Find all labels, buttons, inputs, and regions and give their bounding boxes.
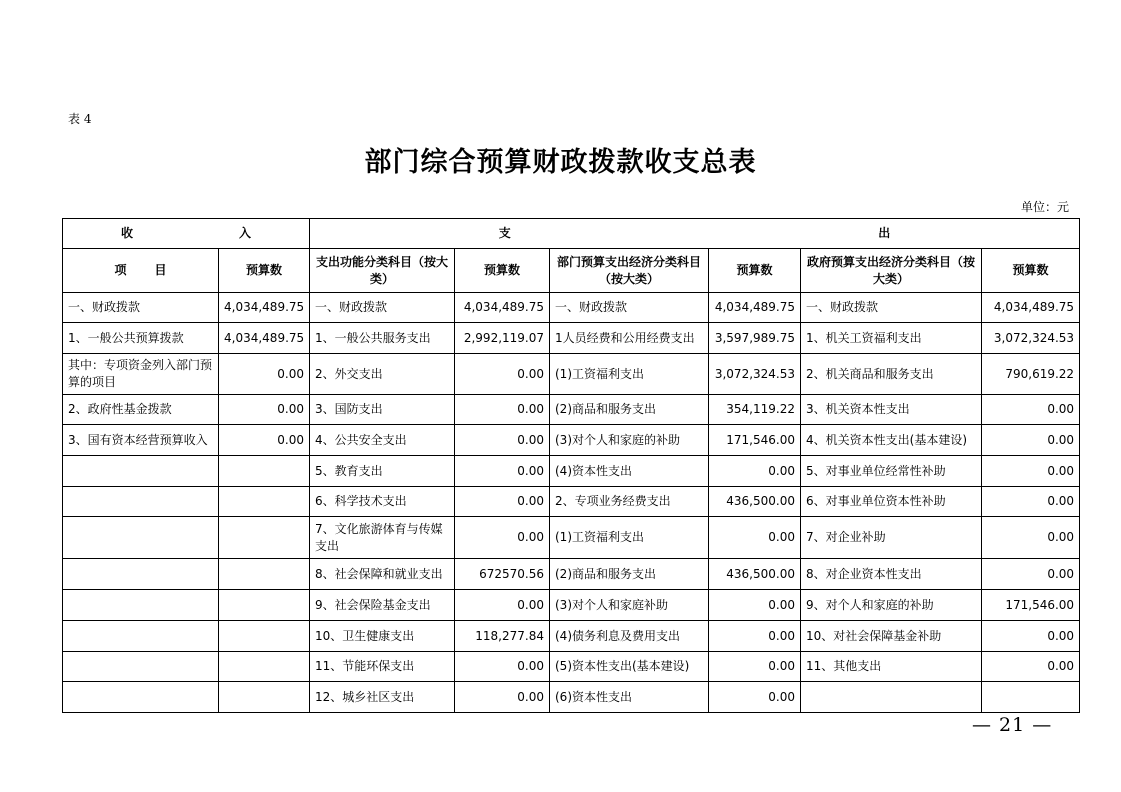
income-item-cell: 一、财政拨款 [63,293,219,323]
income-budget-cell: 4,034,489.75 [219,293,310,323]
gov-budget-cell: 0.00 [982,395,1080,425]
func-item-cell: 11、节能环保支出 [310,652,455,682]
func-item-cell: 10、卫生健康支出 [310,621,455,652]
dept-budget-cell: 3,597,989.75 [709,323,801,354]
dept-item-cell: (6)资本性支出 [550,682,709,713]
dept-item-cell: (1)工资福利支出 [550,354,709,395]
dept-econ-class-header: 部门预算支出经济分类科目（按大类） [550,249,709,293]
func-budget-header: 预算数 [455,249,550,293]
gov-item-cell: 11、其他支出 [801,652,982,682]
income-char-2: 入 [238,226,251,240]
income-budget-cell: 0.00 [219,425,310,456]
income-item-cell [63,456,219,487]
gov-item-cell: 6、对事业单位资本性补助 [801,487,982,517]
income-budget-cell [219,559,310,590]
gov-budget-cell [982,682,1080,713]
func-budget-cell: 0.00 [455,425,550,456]
header-row-section [63,219,1080,249]
income-item-cell [63,652,219,682]
gov-budget-cell: 3,072,324.53 [982,323,1080,354]
table-row [63,395,1080,425]
func-budget-cell: 0.00 [455,652,550,682]
income-item-cell: 1、一般公共预算拨款 [63,323,219,354]
income-item-cell [63,621,219,652]
income-item-cell [63,487,219,517]
income-char-1: 收 [120,226,133,240]
income-section-header [63,219,310,249]
expense-char-2: 出 [878,226,891,240]
table-row [63,590,1080,621]
func-budget-cell: 0.00 [455,354,550,395]
func-item-cell: 9、社会保险基金支出 [310,590,455,621]
dept-budget-cell: 0.00 [709,590,801,621]
gov-item-cell: 9、对个人和家庭的补助 [801,590,982,621]
gov-budget-cell: 0.00 [982,621,1080,652]
dept-item-cell: (1)工资福利支出 [550,517,709,559]
income-budget-cell [219,487,310,517]
header-row-columns [63,249,1080,293]
dept-item-cell: 一、财政拨款 [550,293,709,323]
dept-budget-cell: 0.00 [709,517,801,559]
income-item-cell [63,559,219,590]
func-class-header: 支出功能分类科目（按大类） [310,249,455,293]
item-char-2: 目 [154,263,167,277]
income-item-cell [63,590,219,621]
dept-item-cell: (4)债务利息及费用支出 [550,621,709,652]
income-item-cell [63,517,219,559]
gov-item-cell: 8、对企业资本性支出 [801,559,982,590]
gov-item-cell: 5、对事业单位经常性补助 [801,456,982,487]
income-budget-header: 预算数 [219,249,310,293]
table-row [63,682,1080,713]
table-row [63,517,1080,559]
dept-budget-cell: 171,546.00 [709,425,801,456]
dept-budget-cell: 0.00 [709,621,801,652]
gov-budget-cell: 4,034,489.75 [982,293,1080,323]
dept-budget-cell: 0.00 [709,682,801,713]
func-item-cell: 2、外交支出 [310,354,455,395]
gov-item-cell: 一、财政拨款 [801,293,982,323]
gov-budget-cell: 0.00 [982,487,1080,517]
gov-budget-header: 预算数 [982,249,1080,293]
gov-budget-cell: 0.00 [982,425,1080,456]
page-number: — 21 — [972,714,1053,736]
gov-econ-class-header: 政府预算支出经济分类科目（按大类） [801,249,982,293]
gov-item-cell: 2、机关商品和服务支出 [801,354,982,395]
item-column-header [63,249,219,293]
func-item-cell: 1、一般公共服务支出 [310,323,455,354]
income-budget-cell: 0.00 [219,354,310,395]
dept-budget-cell: 436,500.00 [709,487,801,517]
table-row [63,293,1080,323]
income-budget-cell [219,652,310,682]
func-budget-cell: 672570.56 [455,559,550,590]
table-row [63,621,1080,652]
func-budget-cell: 0.00 [455,517,550,559]
income-item-cell: 2、政府性基金拨款 [63,395,219,425]
income-item-cell: 其中：专项资金列入部门预算的项目 [63,354,219,395]
income-budget-cell: 0.00 [219,395,310,425]
table-row [63,652,1080,682]
income-budget-cell [219,456,310,487]
dept-budget-cell: 4,034,489.75 [709,293,801,323]
dept-budget-cell: 0.00 [709,456,801,487]
func-budget-cell: 118,277.84 [455,621,550,652]
income-item-cell [63,682,219,713]
func-item-cell: 12、城乡社区支出 [310,682,455,713]
gov-item-cell: 3、机关资本性支出 [801,395,982,425]
func-item-cell: 7、文化旅游体育与传媒支出 [310,517,455,559]
income-budget-cell [219,590,310,621]
func-budget-cell: 0.00 [455,682,550,713]
document-title: 部门综合预算财政拨款收支总表 [364,147,757,178]
gov-budget-cell: 0.00 [982,456,1080,487]
dept-budget-cell: 436,500.00 [709,559,801,590]
func-item-cell: 3、国防支出 [310,395,455,425]
table-row [63,559,1080,590]
dept-budget-cell: 354,119.22 [709,395,801,425]
table-row [63,323,1080,354]
gov-item-cell: 1、机关工资福利支出 [801,323,982,354]
income-budget-cell [219,517,310,559]
budget-summary-table [62,218,1080,713]
table-row [63,456,1080,487]
gov-budget-cell: 0.00 [982,517,1080,559]
func-budget-cell: 0.00 [455,456,550,487]
table-row [63,354,1080,395]
dept-item-cell: 2、专项业务经费支出 [550,487,709,517]
gov-budget-cell: 171,546.00 [982,590,1080,621]
unit-label: 单位：元 [1020,200,1069,214]
func-budget-cell: 0.00 [455,590,550,621]
dept-item-cell: (2)商品和服务支出 [550,559,709,590]
gov-budget-cell: 0.00 [982,652,1080,682]
func-budget-cell: 0.00 [455,487,550,517]
expense-char-1: 支 [498,226,511,240]
expense-section-header [310,219,1080,249]
func-budget-cell: 0.00 [455,395,550,425]
func-item-cell: 4、公共安全支出 [310,425,455,456]
table-number-label: 表 4 [68,112,92,126]
item-char-1: 项 [114,263,127,277]
dept-budget-cell: 0.00 [709,652,801,682]
table-row [63,425,1080,456]
gov-budget-cell: 790,619.22 [982,354,1080,395]
income-item-cell: 3、国有资本经营预算收入 [63,425,219,456]
func-budget-cell: 2,992,119.07 [455,323,550,354]
income-budget-cell: 4,034,489.75 [219,323,310,354]
func-budget-cell: 4,034,489.75 [455,293,550,323]
income-budget-cell [219,682,310,713]
dept-item-cell: (5)资本性支出(基本建设) [550,652,709,682]
dept-budget-cell: 3,072,324.53 [709,354,801,395]
gov-item-cell [801,682,982,713]
dept-item-cell: (3)对个人和家庭补助 [550,590,709,621]
gov-item-cell: 7、对企业补助 [801,517,982,559]
func-item-cell: 一、财政拨款 [310,293,455,323]
dept-item-cell: (3)对个人和家庭的补助 [550,425,709,456]
dept-item-cell: (2)商品和服务支出 [550,395,709,425]
func-item-cell: 5、教育支出 [310,456,455,487]
dept-item-cell: 1人员经费和公用经费支出 [550,323,709,354]
gov-item-cell: 10、对社会保障基金补助 [801,621,982,652]
income-budget-cell [219,621,310,652]
dept-budget-header: 预算数 [709,249,801,293]
gov-item-cell: 4、机关资本性支出(基本建设) [801,425,982,456]
gov-budget-cell: 0.00 [982,559,1080,590]
func-item-cell: 8、社会保障和就业支出 [310,559,455,590]
table-row [63,487,1080,517]
func-item-cell: 6、科学技术支出 [310,487,455,517]
dept-item-cell: (4)资本性支出 [550,456,709,487]
